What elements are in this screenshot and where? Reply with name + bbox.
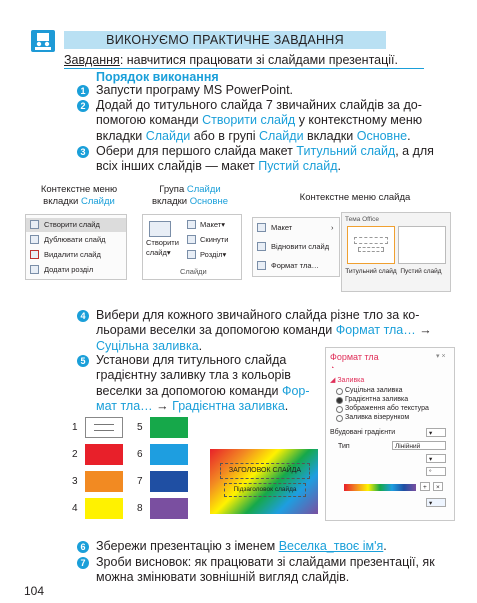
color-picker-button[interactable]: ▾: [426, 498, 446, 507]
step-number: 5: [77, 355, 89, 367]
caption-slide-context-menu: Контекстне меню слайда: [299, 192, 411, 203]
step-number: 2: [77, 100, 89, 112]
group-label: Слайди: [180, 267, 207, 276]
step-4-text: Вибери для кожного звичайного слайда різне тло за ко- льорами веселки за допомогою команди Формат тла… → Суцільна заливка.: [96, 308, 432, 353]
task-logo-icon: [31, 30, 55, 52]
step-number: 1: [77, 85, 89, 97]
context-menu-slides-tab: [25, 214, 127, 280]
color-swatch: [150, 471, 188, 492]
color-swatch: [150, 417, 188, 438]
gradient-title-slide: ЗАГОЛОВОК СЛАЙДА Підзаголовок слайда: [210, 449, 318, 514]
section-button[interactable]: Розділ▾: [200, 250, 227, 259]
step-number: 7: [77, 557, 89, 569]
caption-slides-group: Група Слайди вкладки Основне: [151, 184, 229, 207]
chevron-right-icon: ›: [331, 223, 334, 232]
caption-context-menu-slides: Контекстне меню вкладки Слайди: [40, 184, 118, 207]
color-swatch: [85, 444, 123, 465]
fill-section[interactable]: ◢ Заливка: [330, 377, 365, 384]
direction-dropdown[interactable]: ▾: [426, 454, 446, 463]
radio-pattern[interactable]: [336, 415, 343, 422]
blank-slide-thumbnail[interactable]: [398, 226, 446, 264]
remove-stop-button[interactable]: ×: [433, 482, 443, 491]
preset-gradients-dropdown[interactable]: ▾: [426, 428, 446, 437]
task-goal: Завдання: навчитися працювати зі слайдами презентації.: [64, 53, 398, 67]
pane-title: Формат тла: [330, 352, 379, 362]
format-background-pane: Формат тла ▾ × ◔ ◢ Заливка Суцільна заливка Градієнтна заливка Зображення або текстура Заливка візерунком Вбудовані градієнти ▾ Тип Лінійний ▾ ° + × ▾: [325, 347, 455, 521]
title-slide-thumbnail[interactable]: [347, 226, 395, 264]
procedure-heading: Порядок виконання: [96, 70, 219, 84]
add-stop-button[interactable]: +: [420, 482, 430, 491]
menu-item[interactable]: Макет: [271, 223, 293, 232]
step-6-text: Збережи презентацію з іменем Веселка_твоє ім'я.: [96, 539, 387, 553]
step-5-text: Установи для титульного слайда градієнтну заливку тла з кольорів веселки за допомогою команди Фор- мат тла… → Градієнтна заливка.: [96, 353, 310, 414]
gradient-type-dropdown[interactable]: Лінійний: [392, 441, 446, 450]
step-1-text: Запусти програму MS PowerPoint.: [96, 83, 294, 97]
color-swatch: [150, 444, 188, 465]
ribbon-slides-group: Створити слайд▾ Макет▾ Скинути Розділ▾ Слайди: [142, 214, 242, 280]
menu-item[interactable]: Створити слайд: [44, 220, 100, 229]
step-number: 4: [77, 310, 89, 322]
radio-solid[interactable]: [336, 388, 343, 395]
color-swatch: [85, 417, 123, 438]
new-slide-icon: [149, 221, 171, 237]
layout-gallery: Тема Office Титульний слайд Пустий слайд: [341, 212, 451, 292]
menu-item[interactable]: Дублювати слайд: [44, 235, 106, 244]
step-number: 6: [77, 541, 89, 553]
menu-item[interactable]: Видалити слайд: [44, 250, 101, 259]
new-slide-button[interactable]: Створити: [146, 238, 179, 247]
goal-underline: [64, 68, 424, 69]
radio-picture[interactable]: [336, 406, 343, 413]
color-swatch: [85, 471, 123, 492]
reset-button[interactable]: Скинути: [200, 235, 229, 244]
slide-context-menu: [252, 217, 340, 277]
radio-gradient[interactable]: [336, 397, 343, 404]
step-number: 3: [77, 146, 89, 158]
fill-icon: ◔: [330, 365, 335, 372]
section-banner: ВИКОНУЄМО ПРАКТИЧНЕ ЗАВДАННЯ: [64, 31, 386, 49]
close-icon[interactable]: ▾ ×: [436, 353, 446, 360]
gradient-stops-bar[interactable]: [344, 484, 416, 491]
menu-item[interactable]: Відновити слайд: [271, 242, 330, 251]
step-7-text: Зроби висновок: як працювати зі слайдами презентації, як можна змінювати зовнішній вигляд слайдів.: [96, 555, 435, 585]
color-swatch: [85, 498, 123, 519]
page-number: 104: [24, 584, 45, 598]
layout-button[interactable]: Макет▾: [200, 220, 225, 229]
step-2-text: Додай до титульного слайда 7 звичайних слайдів за до- помогою команди Створити слайд у контекстному меню вкладки Слайди або в групі Слайди вкладки Основне.: [96, 98, 423, 143]
step-3-text: Обери для першого слайда макет Титульний слайд, а для всіх інших слайдів — макет Пустий слайд.: [96, 144, 434, 174]
menu-item[interactable]: Формат тла…: [271, 261, 320, 270]
menu-item[interactable]: Додати розділ: [44, 265, 94, 274]
color-swatch: [150, 498, 188, 519]
angle-field[interactable]: °: [426, 467, 446, 476]
